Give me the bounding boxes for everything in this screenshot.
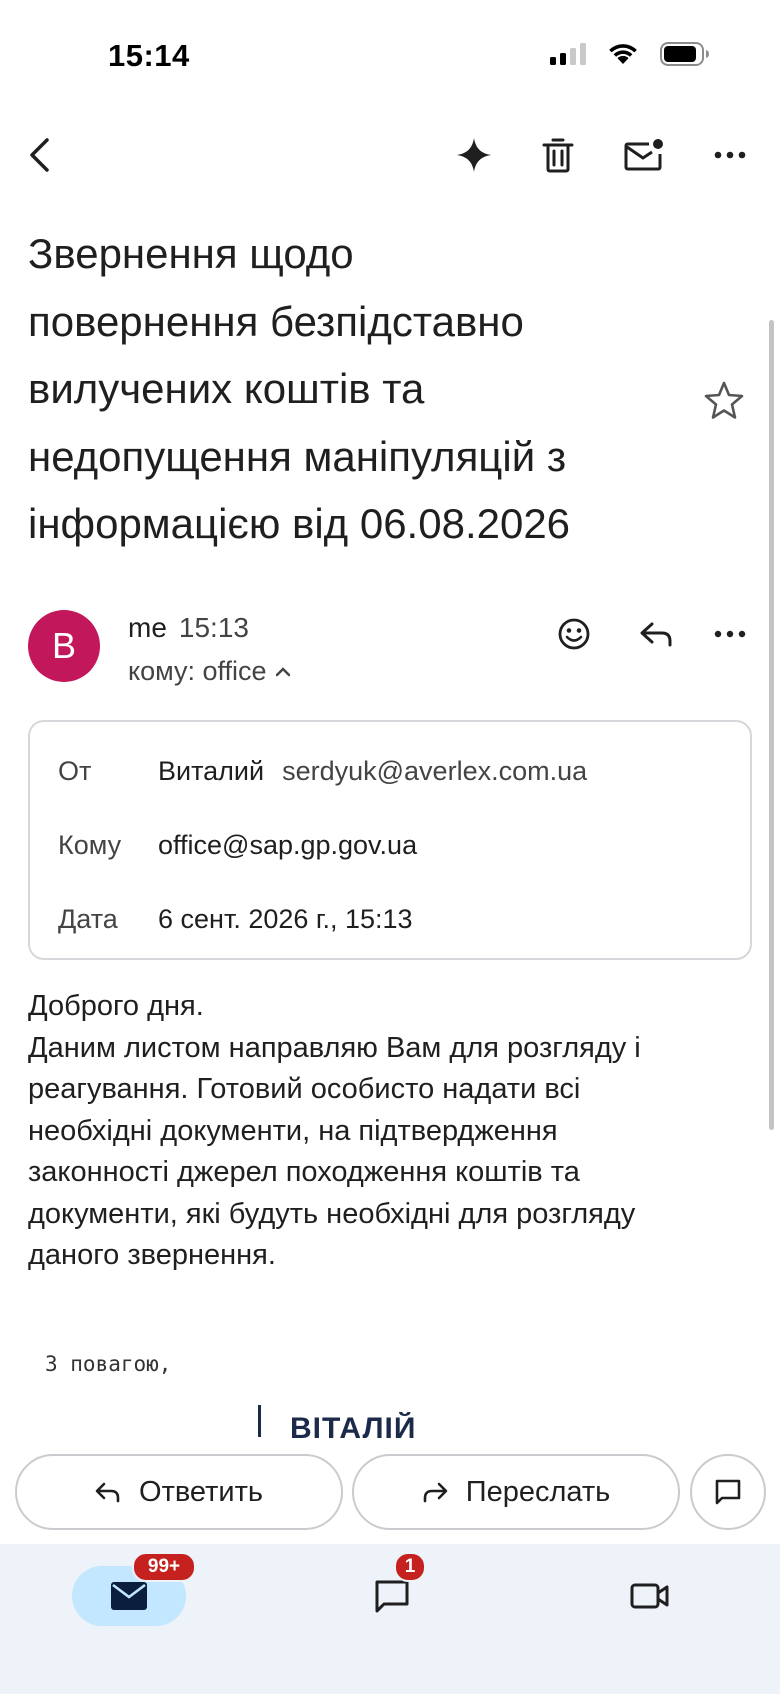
body-line: Даним листом направляю Вам для розгляду і — [28, 1031, 641, 1064]
delete-button[interactable] — [528, 125, 588, 185]
more-horiz-icon — [714, 629, 746, 639]
nav-mail[interactable] — [72, 1556, 186, 1626]
body-line: реагування. Готовий особисто надати всі — [28, 1073, 581, 1105]
top-toolbar — [0, 125, 780, 195]
star-icon — [704, 381, 744, 419]
signature-regards: З повагою, — [45, 1352, 172, 1376]
forward-icon — [422, 1481, 448, 1503]
recipient-summary-text: кому: office — [128, 656, 267, 686]
message-details-card — [28, 720, 752, 960]
chevron-up-icon — [275, 667, 291, 677]
reply-icon — [95, 1481, 121, 1503]
subject-line: вилучених коштів та — [28, 365, 425, 412]
to-email[interactable]: office@sap.gp.gov.ua — [158, 830, 418, 860]
back-button[interactable] — [10, 125, 70, 185]
sender-line — [128, 612, 249, 644]
more-options-button[interactable] — [700, 125, 760, 185]
nav-meet[interactable] — [620, 1566, 680, 1626]
message-body — [28, 986, 758, 1277]
sender-name: me — [128, 612, 167, 643]
forward-label: Переслать — [465, 1475, 611, 1508]
battery-icon — [660, 42, 710, 66]
mail-icon — [110, 1581, 148, 1611]
back-arrow-icon — [25, 137, 55, 173]
date-label: Дата — [58, 904, 118, 934]
body-line: даного звернення. — [28, 1239, 276, 1271]
chat-bubble-icon — [713, 1477, 743, 1507]
chat-reply-button[interactable] — [690, 1454, 766, 1530]
sparkle-icon — [455, 136, 493, 174]
mark-unread-button[interactable] — [614, 125, 674, 185]
status-time: 15:14 — [108, 38, 190, 73]
wifi-icon — [606, 42, 640, 66]
date-value: 6 сент. 2026 г., 15:13 — [158, 904, 413, 934]
cellular-signal-icon — [550, 43, 586, 65]
signature-name: ВІТАЛІЙ — [290, 1412, 417, 1438]
body-line: необхідні документи, на підтвердження — [28, 1114, 558, 1147]
signature-divider — [258, 1405, 261, 1437]
chat-badge: 1 — [394, 1552, 426, 1582]
chat-icon — [373, 1577, 411, 1615]
mark-unread-icon — [623, 137, 665, 173]
trash-icon — [541, 137, 575, 173]
from-label: От — [58, 756, 92, 786]
avatar[interactable]: B — [28, 610, 100, 682]
star-button[interactable] — [700, 376, 748, 424]
message-more-button[interactable] — [704, 608, 756, 660]
bottom-navigation — [0, 1544, 780, 1694]
body-line: законності джерел походження коштів та — [28, 1156, 580, 1188]
reply-icon-button[interactable] — [630, 608, 682, 660]
video-camera-icon — [630, 1581, 670, 1611]
body-greeting: Доброго дня. — [28, 990, 204, 1022]
gemini-button[interactable] — [444, 125, 504, 185]
recipient-summary[interactable] — [128, 656, 291, 687]
email-subject — [28, 220, 668, 558]
from-email[interactable]: serdyuk@averlex.com.ua — [282, 756, 588, 786]
to-label: Кому — [58, 830, 122, 860]
message-time: 15:13 — [178, 612, 249, 643]
status-bar — [0, 0, 780, 110]
from-value — [158, 756, 587, 787]
reply-icon — [638, 620, 674, 648]
scrollbar[interactable] — [769, 320, 774, 1130]
reply-button[interactable] — [15, 1454, 343, 1530]
more-horiz-icon — [713, 150, 747, 160]
forward-button[interactable] — [352, 1454, 680, 1530]
emoji-icon — [557, 617, 591, 651]
subject-line: повернення безпідставно — [28, 297, 524, 345]
body-line: документи, які будуть необхідні для розгляду — [28, 1197, 636, 1230]
subject-line: інформацією від 06.08.2026 — [28, 500, 571, 547]
subject-line: Звернення щодо — [28, 230, 354, 277]
react-button[interactable] — [548, 608, 600, 660]
reply-label: Ответить — [139, 1475, 263, 1508]
nav-chat[interactable] — [362, 1556, 422, 1626]
status-icons — [550, 42, 710, 66]
mail-badge: 99+ — [132, 1552, 196, 1582]
subject-line: недопущення маніпуляцій з — [28, 432, 567, 480]
from-name: Виталий — [158, 756, 265, 786]
